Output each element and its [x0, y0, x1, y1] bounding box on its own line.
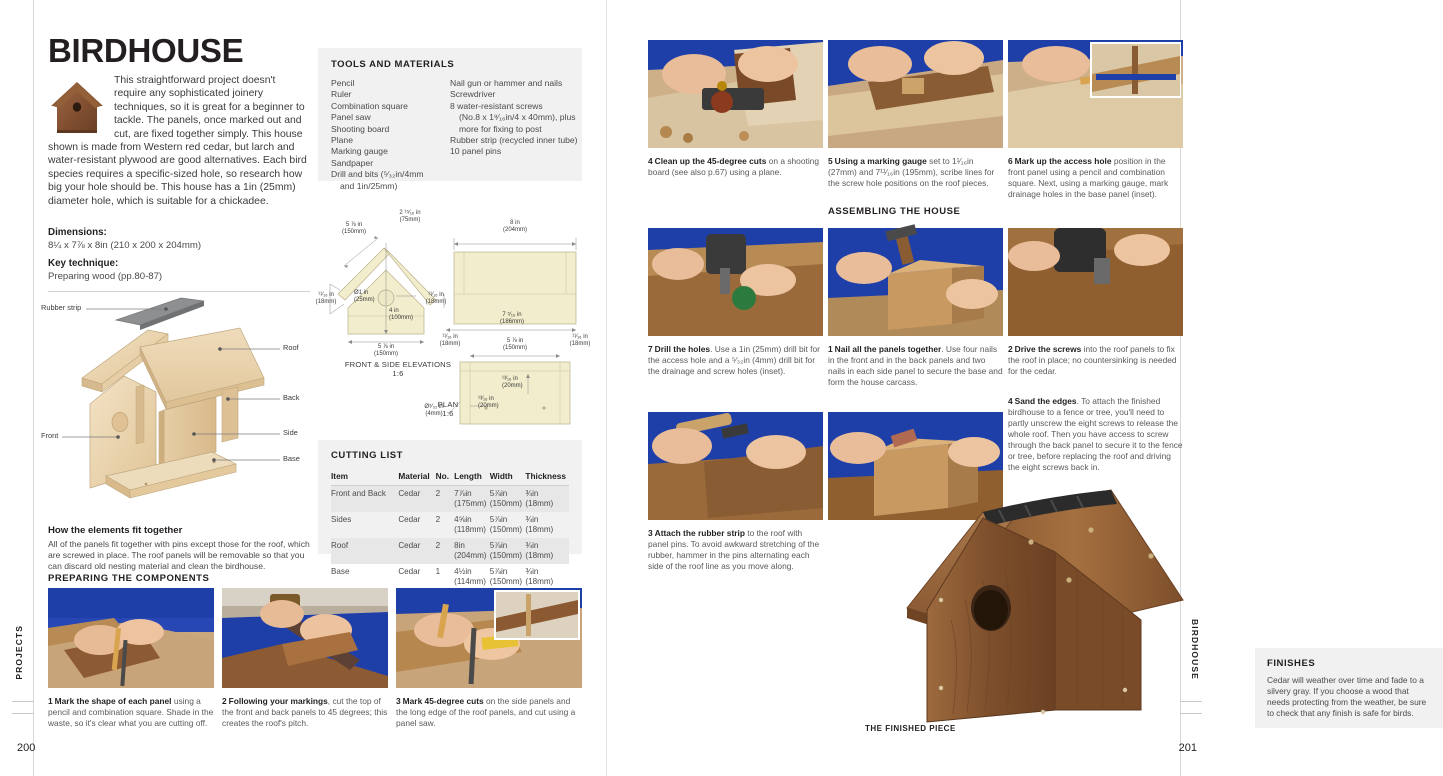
cutting-list-body	[331, 486, 569, 591]
photo-assemble-step-3a	[648, 412, 823, 520]
table-row	[331, 486, 569, 513]
tool-item: Combination square	[331, 100, 408, 111]
tools-column-one	[331, 78, 436, 192]
key-technique-value: Preparing wood (pp.80-87)	[48, 270, 163, 282]
caption-step-3: 3 Mark 45-degree cuts on the side panels and the long edge of the roof panels, and cut using a panel saw.	[396, 696, 576, 728]
dim-plan-inner: 7 ⁵⁄₁₆ in (186mm)	[499, 312, 524, 325]
tool-item: Marking gauge	[331, 146, 388, 157]
how-elements-fit-body: All of the panels fit together with pins except those for the roof, which are screwed in place. The roof panels will be removable so that you can discard old nesting material and clean the birdhouse.	[48, 539, 310, 571]
dim-roof-slope: 5 ⅞ in (150mm)	[341, 222, 366, 235]
page-title: BIRDHOUSE	[48, 32, 244, 69]
photo-step-1	[48, 588, 214, 688]
photo-step-2	[222, 588, 388, 688]
table-row	[331, 538, 569, 564]
table-cell-material: Cedar	[398, 486, 435, 513]
caption-step-7: 7 Drill the holes. Use a 1in (25mm) drill bit for the access hole and a ⁵⁄₃₂in (4mm) drill bit for the drainage and screw holes (inset).	[648, 344, 820, 376]
callout-side: Side	[283, 428, 298, 437]
photo-step-4	[648, 40, 823, 148]
tool-item: Screwdriver	[450, 89, 496, 100]
exploded-assembly-drawing	[41, 292, 312, 522]
photo-step-3	[396, 588, 582, 688]
folio-left: 200	[17, 742, 36, 754]
birdhouse-thumbnail-image	[48, 76, 106, 138]
tool-item: Shooting board	[331, 123, 390, 134]
dim-plan-edge-right: ¹¹⁄₁₆ in (18mm)	[569, 334, 591, 347]
table-cell-length: 7⅞in (175mm)	[454, 486, 490, 513]
table-cell-thickness: ¾in (18mm)	[525, 515, 554, 534]
tool-item: Ruler	[331, 89, 352, 100]
plan-caption: PLAN 1:6	[437, 400, 459, 418]
dim-plan-overall: 8 in (204mm)	[502, 220, 527, 233]
folio-rule-top-left	[12, 701, 34, 702]
tool-item: Panel saw	[331, 112, 371, 123]
tool-item: more for fixing to post	[459, 123, 542, 134]
caption-assemble-step-1: 1 Nail all the panels together. Use four nails in the front and in the back panels and two nails in each side panel to secure the base and form the house carcass.	[828, 344, 1003, 387]
table-cell-material: Cedar	[398, 538, 435, 564]
cutting-list-box	[318, 440, 582, 586]
photo-step-7	[648, 228, 823, 336]
table-cell-thickness: ¾in (18mm)	[525, 567, 554, 586]
tool-item: Sandpaper	[331, 157, 374, 168]
tool-item: and 1in/25mm)	[340, 180, 398, 191]
table-row	[331, 564, 569, 590]
cutting-list-column-header: Material	[398, 468, 435, 486]
table-cell-no: 2	[436, 486, 454, 513]
project-meta	[48, 227, 310, 292]
callout-back: Back	[283, 393, 300, 402]
preparing-heading: PREPARING THE COMPONENTS	[48, 573, 210, 584]
cutting-list-header-row	[331, 468, 569, 486]
finishes-heading: FINISHES	[1267, 658, 1316, 669]
table-cell-no: 1	[435, 567, 441, 576]
callout-base: Base	[283, 454, 300, 463]
how-elements-fit-block	[48, 525, 310, 572]
callout-rubber-strip: Rubber strip	[41, 303, 82, 312]
table-cell-width: 5⅞in (150mm)	[490, 538, 526, 564]
finished-piece-caption: THE FINISHED PIECE	[865, 724, 956, 733]
tool-item: Rubber strip (recycled inner tube)	[450, 135, 578, 146]
dim-front-width: 5 ⅞ in (150mm)	[373, 344, 398, 357]
finishes-body: Cedar will weather over time and fade to a silvery gray. If you choose a wood that needs protecting from the weather, be sure to check that any finish is safe for birds.	[1267, 675, 1427, 718]
dim-roof-thickness: ¹¹⁄₁₆ in (18mm)	[315, 292, 337, 305]
table-cell-material: Cedar	[398, 567, 421, 576]
table-cell-item: Base	[331, 567, 350, 576]
table-cell-no: 2	[435, 515, 441, 524]
intro-block	[48, 74, 310, 208]
folio-rule-bottom-left	[12, 713, 34, 714]
caption-assemble-step-4: 4 Sand the edges. To attach the finished birdhouse to a fence or tree, you'll need to partly unscrew the eight screws to release the whole roof. Then you have access to screw through the back panel to secure it to the fence or tree, before replacing the roof and driving the eight screws back in.	[1008, 396, 1183, 472]
side-tab-birdhouse: BIRDHOUSE	[1190, 619, 1200, 680]
left-page	[0, 0, 607, 776]
dimensions-label: Dimensions:	[48, 227, 107, 238]
cutting-list-column-header: Length	[454, 468, 490, 486]
table-cell-thickness: ¾in (18mm)	[525, 538, 569, 564]
table-cell-no: 2	[436, 538, 454, 564]
cutting-list-column-header: Thickness	[525, 468, 569, 486]
caption-step-2: 2 Following your markings, cut the top of the front and back panels to 45 degrees; this creates the roof's pitch.	[222, 696, 388, 728]
table-cell-length: 4⅝in (118mm)	[454, 515, 486, 534]
photo-step-6	[1008, 40, 1183, 148]
gutter-divider	[606, 0, 607, 776]
how-elements-fit-heading: How the elements fit together	[48, 525, 183, 536]
table-cell-item: Front and Back	[331, 486, 398, 513]
table-cell-thickness: ¾in (18mm)	[525, 486, 569, 513]
callout-roof: Roof	[283, 343, 299, 352]
table-cell-length: 8in (204mm)	[454, 538, 490, 564]
caption-step-6: 6 Mark up the access hole position in the front panel using a pencil and combination square. Next, using a marking gauge, mark drainage holes in the base panel (inset).	[1008, 156, 1169, 199]
tool-item: Drill and bits (⁵⁄₃₂in/4mm	[331, 169, 424, 180]
cutting-list-column-header: No.	[436, 468, 454, 486]
table-cell-item: Sides	[331, 515, 352, 524]
caption-assemble-step-3: 3 Attach the rubber strip to the roof with panel pins. To avoid awkward stretching of the rubber, hammer in the pins alternating each side of the roof line as you move along.	[648, 528, 820, 571]
dim-drain-inset-v: ¹³⁄₁₆ in (20mm)	[502, 376, 523, 389]
cutting-list-table	[331, 468, 569, 590]
photo-assemble-step-2	[1008, 228, 1183, 336]
dim-panel-thickness-left: ¹¹⁄₁₆ in (18mm)	[425, 292, 447, 305]
tools-heading: TOOLS AND MATERIALS	[331, 59, 455, 70]
cutting-list-column-header: Item	[331, 468, 398, 486]
caption-assemble-step-2: 2 Drive the screws into the roof panels to fix the roof in place; no countersinking is needed for the cedar.	[1008, 344, 1177, 376]
table-cell-width: 5⅞in (150mm)	[489, 567, 523, 586]
cutting-list-heading: CUTTING LIST	[331, 450, 404, 461]
finishes-box	[1255, 648, 1443, 728]
tool-item: 8 water-resistant screws	[450, 100, 543, 111]
tool-item: (No.8 x 1⁹⁄₁₆in/4 x 40mm), plus	[459, 112, 576, 123]
table-cell-material: Cedar	[398, 515, 421, 524]
left-page-edge-rule	[33, 0, 34, 776]
cutting-list-column-header: Width	[490, 468, 526, 486]
table-cell-width: 5⅞in (150mm)	[489, 515, 523, 534]
caption-step-4: 4 Clean up the 45-degree cuts on a shooting board (see also p.67) using a plane.	[648, 156, 819, 177]
photo-step-6-inset	[1090, 42, 1182, 98]
table-row	[331, 512, 569, 538]
tool-item: Plane	[331, 135, 353, 146]
elevation-caption: FRONT & SIDE ELEVATIONS 1:6	[344, 360, 452, 378]
tool-item: Pencil	[331, 78, 355, 88]
right-page	[607, 0, 1427, 776]
photo-assemble-step-1	[828, 228, 1003, 336]
tools-and-materials-box	[318, 48, 582, 191]
table-cell-length: 4½in (114mm)	[454, 567, 486, 586]
table-cell-width: 5⅞in (150mm)	[490, 486, 526, 513]
technical-drawing	[315, 208, 591, 434]
side-tab-projects: PROJECTS	[14, 625, 24, 680]
tool-item: Nail gun or hammer and nails	[450, 78, 563, 88]
callout-front: Front	[41, 431, 59, 440]
photo-step-5	[828, 40, 1003, 148]
key-technique-label: Key technique:	[48, 258, 119, 270]
dim-plan-edge-left: ¹¹⁄₁₆ in (18mm)	[439, 334, 461, 347]
assembling-heading: ASSEMBLING THE HOUSE	[828, 206, 961, 217]
table-cell-item: Roof	[331, 538, 398, 564]
photo-step-3-inset	[494, 590, 580, 640]
tool-item: 10 panel pins	[450, 146, 502, 157]
dim-hole-height: 4 in (100mm)	[389, 308, 414, 321]
dim-hole-diameter: Ø1 in (25mm)	[354, 290, 375, 303]
tools-column-two	[450, 78, 578, 192]
dim-drain-hole: Ø⁵⁄₃₂ in (4mm)	[424, 404, 444, 417]
dim-base-width: 5 ⅞ in (150mm)	[502, 338, 527, 351]
caption-step-5: 5 Using a marking gauge set to 1¹⁄₁₆in (27mm) and 7¹¹⁄₁₆in (195mm), scribe lines for the screw hole positions on the roof pieces.	[828, 156, 995, 188]
finished-piece-image	[865, 460, 1195, 728]
dimensions-value: 8¼ x 7⅞ x 8in (210 x 200 x 204mm)	[48, 239, 202, 251]
folio-right: 201	[1178, 742, 1197, 754]
intro-text: This straightforward project doesn't require any sophisticated joinery techniques, so it is great for a beginner to tackle. The panels, once marked out and cut, are fixed together simply. This house shown is made from Western red cedar, but larch and water-resistant plywood are good alternatives. Each bird species requires a specific-sized hole, so research how big your hole should be. This house has a 1in (25mm) diameter hole, which is suitable for a chickadee.	[48, 75, 307, 207]
caption-step-1: 1 Mark the shape of each panel using a pencil and combination square. Shade in the waste, so it's clear what you are cutting off.	[48, 696, 214, 728]
dim-drain-inset-h: ¹³⁄₁₆ in (20mm)	[478, 396, 499, 409]
dim-eave-overhang: 2 ¹⁵⁄₁₆ in (75mm)	[399, 210, 421, 223]
